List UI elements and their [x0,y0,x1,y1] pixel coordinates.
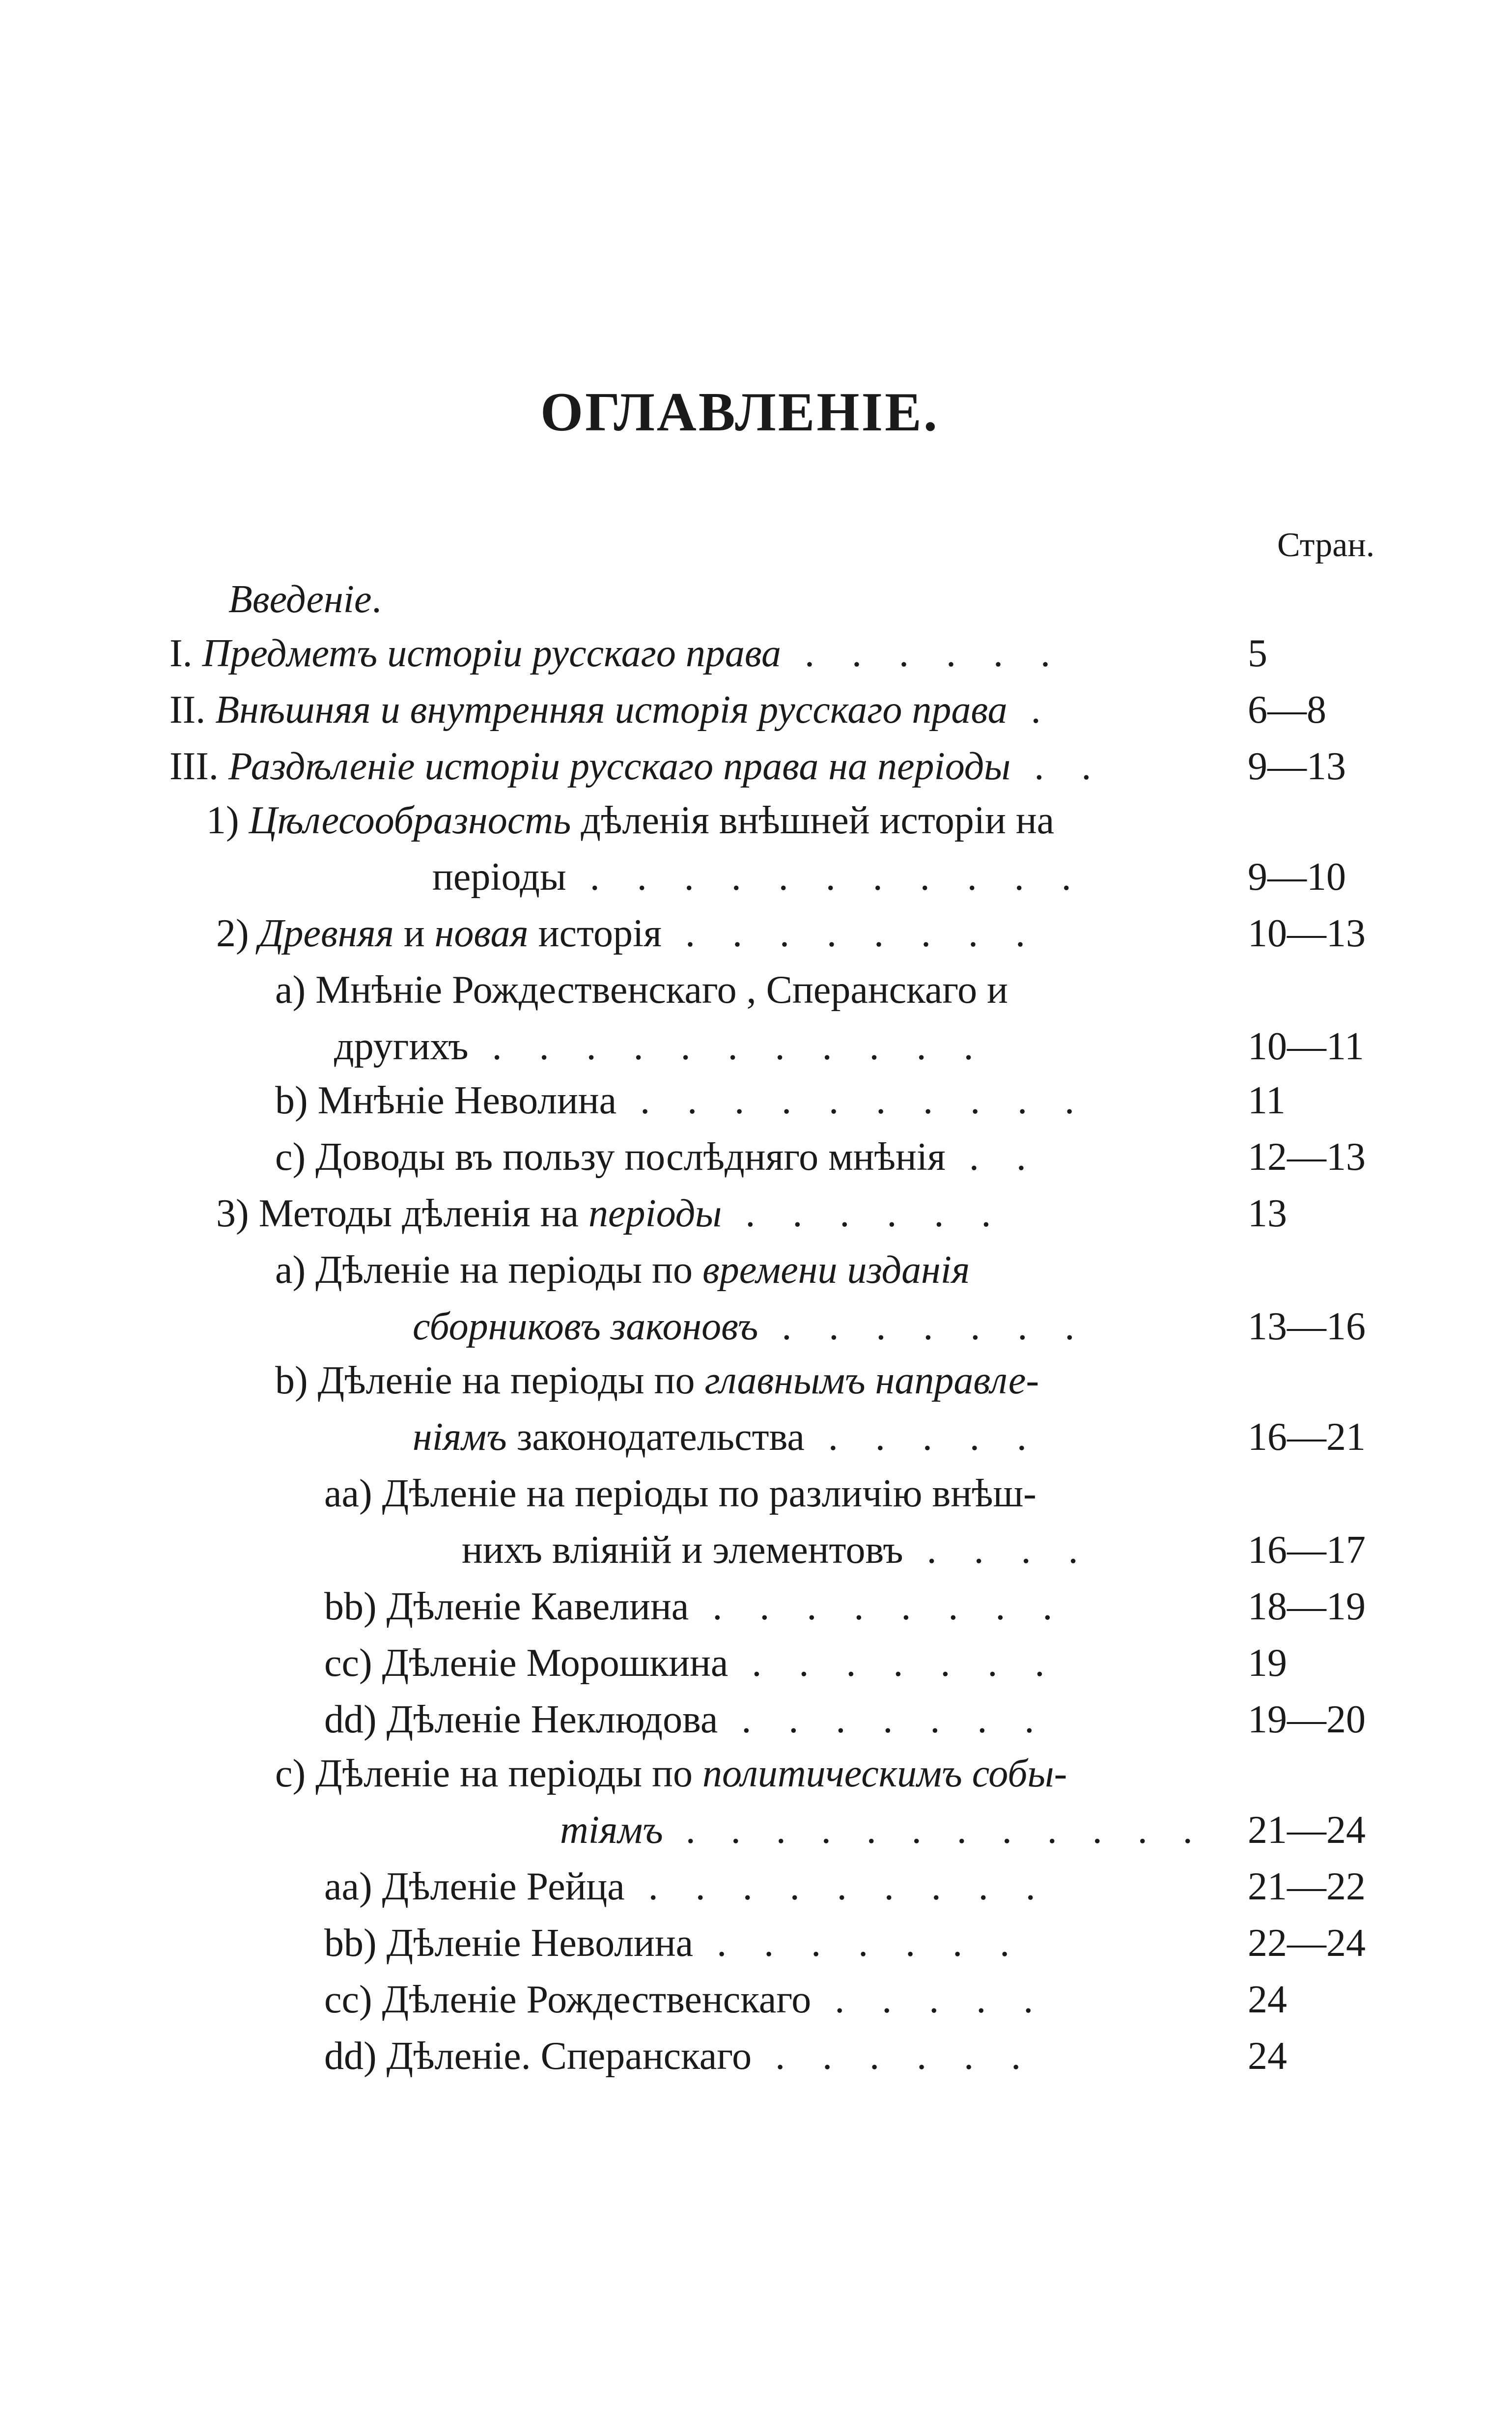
toc-entry [228,580,381,619]
toc-page-number: 16—17 [1248,1528,1366,1572]
toc-entry-marker: bb) [324,1921,387,1965]
toc-page-number: 19—20 [1248,1698,1366,1741]
toc-page-number: 24 [1248,2034,1287,2078]
page-column-header: Стран. [1277,526,1375,564]
toc-entry [169,690,1055,730]
toc-entry-marker: b) [275,1359,318,1402]
toc-entry-text: Дѣленіе на періоды по различію внѣш- [382,1472,1036,1515]
toc-entry-text: времени изданія [702,1248,970,1292]
toc-dot-leader: . . . . . . . . . . [616,1079,1089,1122]
toc-dot-leader: . . . . . . [722,1192,1005,1235]
toc-entry-text: періоды [588,1192,722,1235]
toc-entry-text: Дѣленіе на періоды по [315,1248,702,1292]
toc-entry-text: Дѣленіе Морошкина [382,1641,728,1685]
toc-entry-text: политическимъ собы- [702,1752,1067,1795]
toc-entry-text: Дѣленіе на періоды по [317,1359,705,1402]
toc-page-number: 16—21 [1248,1415,1366,1459]
toc-entry [324,1474,1036,1513]
toc-entry-text: Дѣленіе на періоды по [315,1752,702,1795]
toc-entry-text: Древняя [258,912,394,955]
toc-entry-marker: I. [169,632,202,675]
toc-entry [413,1417,1040,1457]
toc-page-number: 19 [1248,1641,1287,1685]
toc-entry-text: ніямъ [413,1415,507,1459]
toc-entry-text: сборниковъ законовъ [413,1305,758,1348]
toc-entry-text: и [393,912,435,955]
toc-dot-leader: . . . . . . [752,2034,1035,2078]
toc-entry [324,1867,1049,1906]
toc-entry-text: Доводы въ пользу послѣдняго мнѣнія [315,1135,946,1179]
toc-page-number: 10—11 [1248,1025,1365,1068]
toc-entry [275,970,1008,1010]
toc-entry-marker: aa) [324,1865,382,1908]
toc-entry [216,1194,1005,1233]
toc-dot-leader: . . . . . . . . [661,912,1039,955]
toc-page-number: 13—16 [1248,1305,1366,1348]
toc-entry-marker: dd) [324,2034,387,2078]
toc-entry-text: Введеніе [228,578,372,621]
toc-page-number: 18—19 [1248,1585,1366,1628]
toc-dot-leader: . . . . . . . . . [624,1865,1049,1908]
toc-entry-marker: cc) [324,1641,382,1685]
toc-entry-text: исторія [528,912,662,955]
toc-entry-marker: cc) [324,1978,382,2021]
toc-entry [275,1250,970,1290]
toc-entry-marker: b) [275,1079,318,1122]
toc-entry-marker: II. [169,688,216,732]
toc-entry-marker: 2) [216,912,259,955]
toc-dot-leader: . . . . . . . [728,1641,1059,1685]
toc-page-number: 21—22 [1248,1865,1366,1908]
toc-entry [275,1081,1088,1120]
toc-entry-text: періоды [432,855,566,899]
toc-entry-text: нихъ вліяній и элементовъ [462,1528,903,1572]
toc-entry-text: новая [434,912,529,955]
toc-entry [560,1810,1205,1850]
toc-entry [216,914,1039,953]
toc-entry-text: Дѣленіе Неволина [386,1921,694,1965]
toc-dot-leader: . . . . . . . . . . . . [663,1808,1205,1852]
toc-entry [324,1587,1066,1626]
toc-entry-marker: c) [275,1752,316,1795]
toc-entry-text: Дѣленіе Неклюдова [386,1698,718,1741]
toc-page-number: 21—24 [1248,1808,1366,1852]
toc-page-number: 24 [1248,1978,1287,2021]
toc-entry [324,1980,1047,2019]
toc-entry [206,801,1054,840]
toc-entry-text: главнымъ направле- [704,1359,1039,1402]
toc-entry [275,1137,1040,1177]
toc-dot-leader: . . . . . . . [693,1921,1024,1965]
toc-page-number: 6—8 [1248,688,1326,732]
toc-page-number: 5 [1248,632,1267,675]
toc-dot-leader: . . [1010,745,1105,788]
toc-dot-leader: . . . . . . . [758,1305,1089,1348]
toc-entry-marker: 1) [206,799,249,842]
toc-entry-text: Предметъ исторіи русскаго права [202,632,781,675]
toc-entry-text: Раздѣленіе исторіи русскаго права на періоды [228,745,1011,788]
toc-entry-marker: a) [275,1248,316,1292]
toc-dot-leader: . . . . . . . . [689,1585,1066,1628]
toc-entry-marker: III. [169,745,228,788]
toc-dot-leader: . . . . . . . . . . . [566,855,1085,899]
toc-entry-text: Мнѣніе Неволина [317,1079,617,1122]
toc-entry [324,1643,1058,1683]
toc-entry [275,1754,1067,1793]
toc-page-number: 12—13 [1248,1135,1366,1179]
toc-entry-text: тіямъ [560,1808,663,1852]
toc-entry [324,1923,1023,1963]
page-title: ОГЛАВЛЕНІЕ. [540,382,939,443]
toc-entry-text: Дѣленіе Рейца [382,1865,625,1908]
toc-entry [462,1530,1092,1570]
toc-entry [275,1361,1039,1400]
toc-entry [334,1027,987,1066]
toc-entry-text: Методы дѣленія на [258,1192,589,1235]
toc-entry [169,747,1105,786]
toc-dot-leader: . . . . . . . [718,1698,1048,1741]
toc-entry-text: Дѣленіе Рождественскаго [382,1978,812,2021]
toc-dot-leader: . . . . . . . . . . . [468,1025,987,1068]
toc-page-number: 9—10 [1248,855,1346,899]
toc-page-number: 22—24 [1248,1921,1366,1965]
toc-dot-leader: . . . . . [804,1415,1040,1459]
toc-dot-leader: . . . . . [811,1978,1047,2021]
toc-dot-leader: . [1007,688,1055,732]
toc-entry [324,2036,1035,2076]
toc-page-number: 11 [1248,1079,1286,1122]
toc-entry-marker: a) [275,968,316,1012]
toc-dot-leader: . . . . . . [781,632,1064,675]
toc-entry-text: законодательства [506,1415,805,1459]
toc-dot-leader: . . . . [903,1528,1092,1572]
toc-entry-marker: dd) [324,1698,387,1741]
toc-entry-text: дѣленія внѣшней исторіи на [571,799,1055,842]
toc-entry-text: Внѣшняя и внутренняя исторія русскаго права [215,688,1008,732]
toc-entry-text: . [371,578,382,621]
toc-entry-text: Мнѣніе Рождественскаго , Сперанскаго и [315,968,1008,1012]
toc-entry-text: Цѣлесообразность [249,799,571,842]
toc-page-number: 13 [1248,1192,1287,1235]
toc-page-number: 10—13 [1248,912,1366,955]
toc-entry-marker: 3) [216,1192,259,1235]
toc-entry-marker: c) [275,1135,316,1179]
toc-entry [413,1307,1088,1346]
toc-entry-marker: bb) [324,1585,387,1628]
toc-entry [169,634,1064,673]
toc-entry-text: Дѣленіе Кавелина [386,1585,689,1628]
toc-entry-marker: aa) [324,1472,382,1515]
toc-entry [324,1700,1048,1739]
toc-entry-text: Дѣленіе. Сперанскаго [386,2034,752,2078]
toc-entry-text: другихъ [334,1025,469,1068]
toc-entry [432,857,1085,897]
toc-dot-leader: . . [945,1135,1040,1179]
toc-page-number: 9—13 [1248,745,1346,788]
